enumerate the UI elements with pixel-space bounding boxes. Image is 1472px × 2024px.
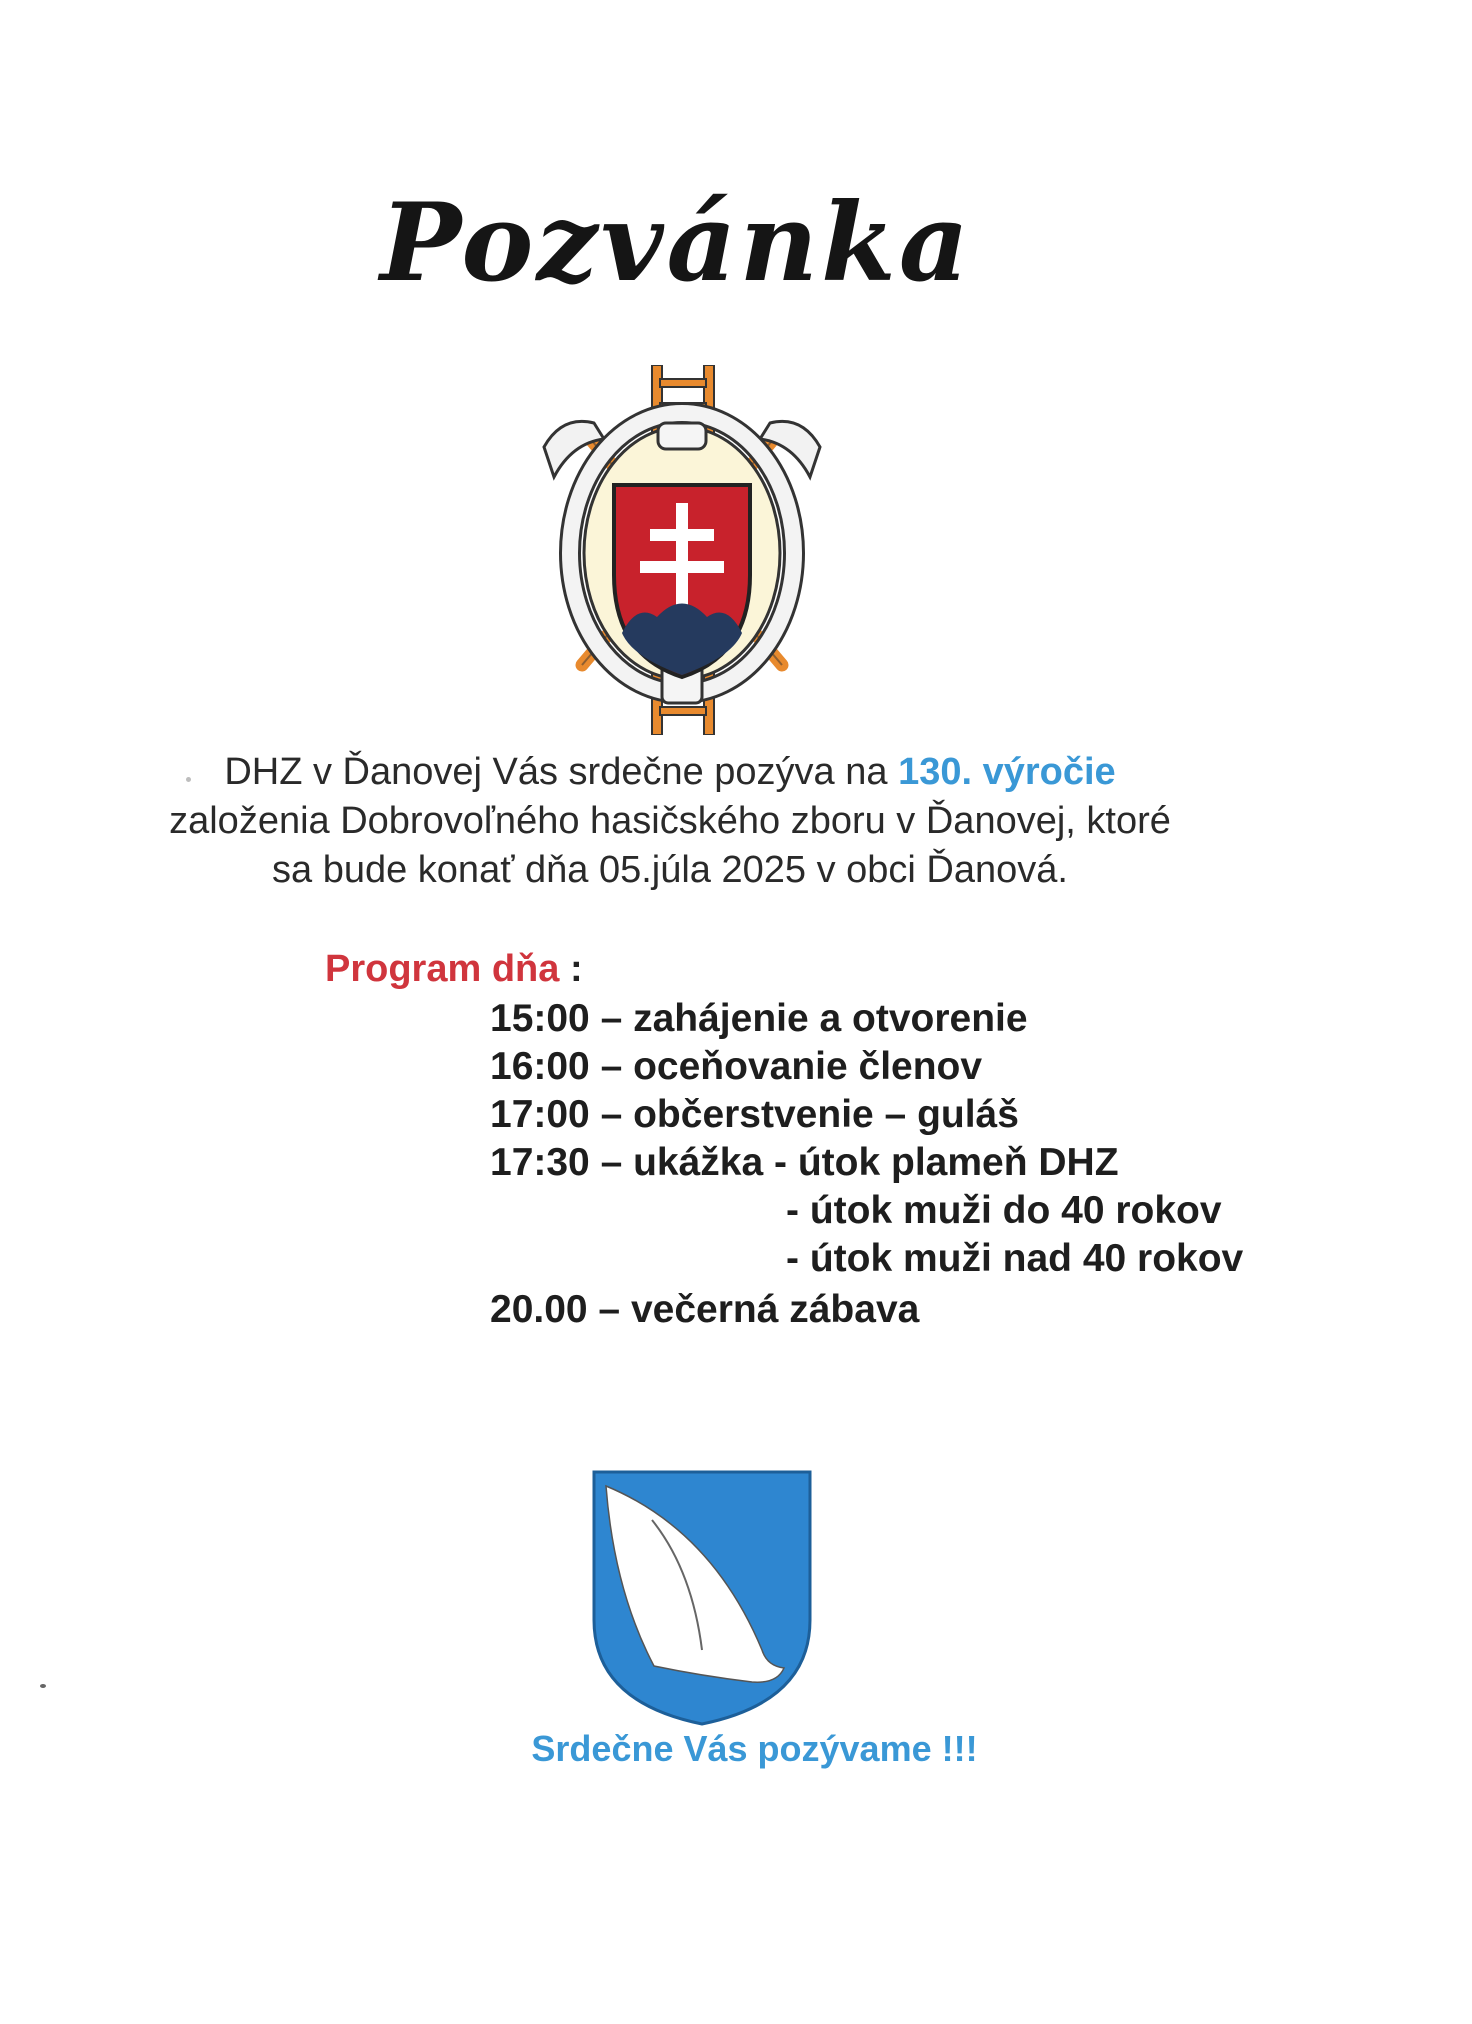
page-title: Pozvánka <box>380 180 972 306</box>
program-heading-label: Program dňa <box>325 948 560 990</box>
program-item: - útok muži nad 40 rokov <box>786 1237 1244 1280</box>
program-heading: Program dňa : <box>325 948 583 990</box>
program-item: 17:00 – občerstvenie – guláš <box>490 1093 1019 1136</box>
intro-text: sa bude konať dňa 05.júla 2025 v obci Ďanová. <box>272 849 1068 891</box>
closing-message: Srdečne Vás pozývame !!! <box>531 1728 978 1769</box>
anniversary-highlight: 130. výročie <box>898 751 1116 793</box>
scan-speck <box>40 1684 46 1688</box>
program-item: 17:30 – ukážka - útok plameň DHZ <box>490 1141 1119 1184</box>
program-item: - útok muži do 40 rokov <box>786 1189 1222 1232</box>
program-item: 20.00 – večerná zábava <box>490 1288 920 1331</box>
firefighter-emblem-icon <box>532 365 832 735</box>
intro-text: DHZ v Ďanovej Vás srdečne pozýva na <box>224 751 899 793</box>
scan-speck <box>186 777 191 782</box>
invitation-intro <box>120 748 1220 895</box>
program-item: 16:00 – oceňovanie členov <box>490 1045 983 1088</box>
program-item: 15:00 – zahájenie a otvorenie <box>490 997 1028 1040</box>
village-coat-of-arms-icon <box>592 1470 812 1726</box>
intro-text: založenia Dobrovoľného hasičského zboru v Ďanovej, ktoré <box>169 800 1171 842</box>
